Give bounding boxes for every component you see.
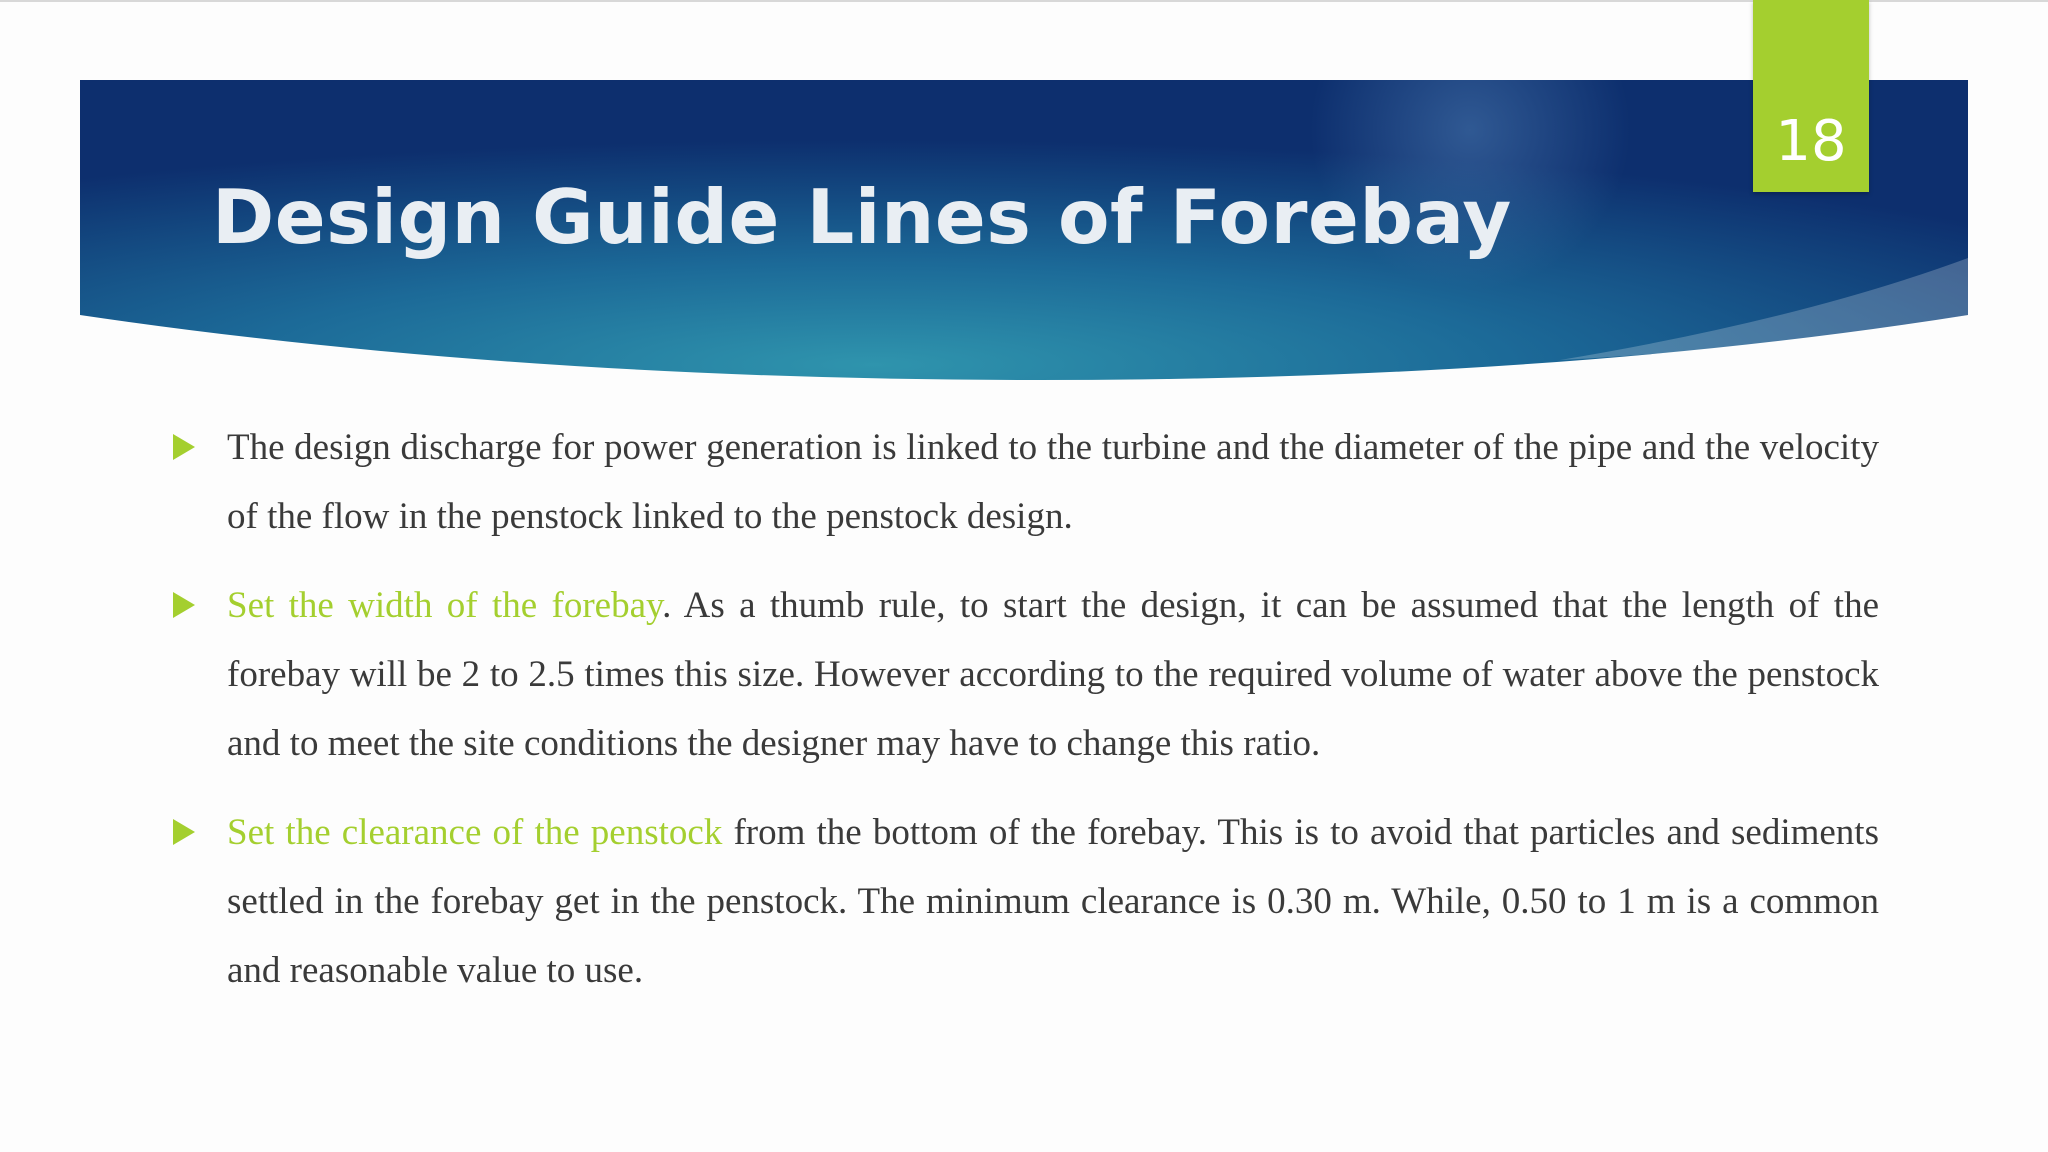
- bullet-text: The design discharge for power generation is linked to the turbine and the diameter of the pipe and the velocity of the flow in the penstock linked to the penstock design.: [227, 427, 1879, 537]
- bullet-item: [170, 413, 1879, 551]
- slide-number: 18: [1775, 109, 1847, 174]
- bullet-item: [170, 798, 1879, 1005]
- bullet-item: [170, 571, 1879, 778]
- triangle-bullet-icon: [173, 434, 195, 460]
- bullet-text: . As a thumb rule, to start the design, it can be assumed that the length of the forebay will be 2 to 2.5 times this size. However according to the required volume of water above the penstock and to meet the site conditions the designer may have to change this ratio.: [227, 585, 1879, 764]
- triangle-bullet-icon: [173, 819, 195, 845]
- bullet-highlight: Set the width of the forebay: [227, 585, 663, 626]
- slide-title: Design Guide Lines of Forebay: [212, 173, 1512, 261]
- bullet-highlight: Set the clearance of the penstock: [227, 812, 723, 853]
- slide-number-tab: [1753, 0, 1869, 192]
- bullet-text: from the bottom of the forebay. This is to avoid that particles and sediments settled in the forebay get in the penstock. The minimum clearance is 0.30 m. While, 0.50 to 1 m is a common and reasonable value to use.: [227, 812, 1879, 991]
- bullet-list: [170, 413, 1879, 1025]
- triangle-bullet-icon: [173, 592, 195, 618]
